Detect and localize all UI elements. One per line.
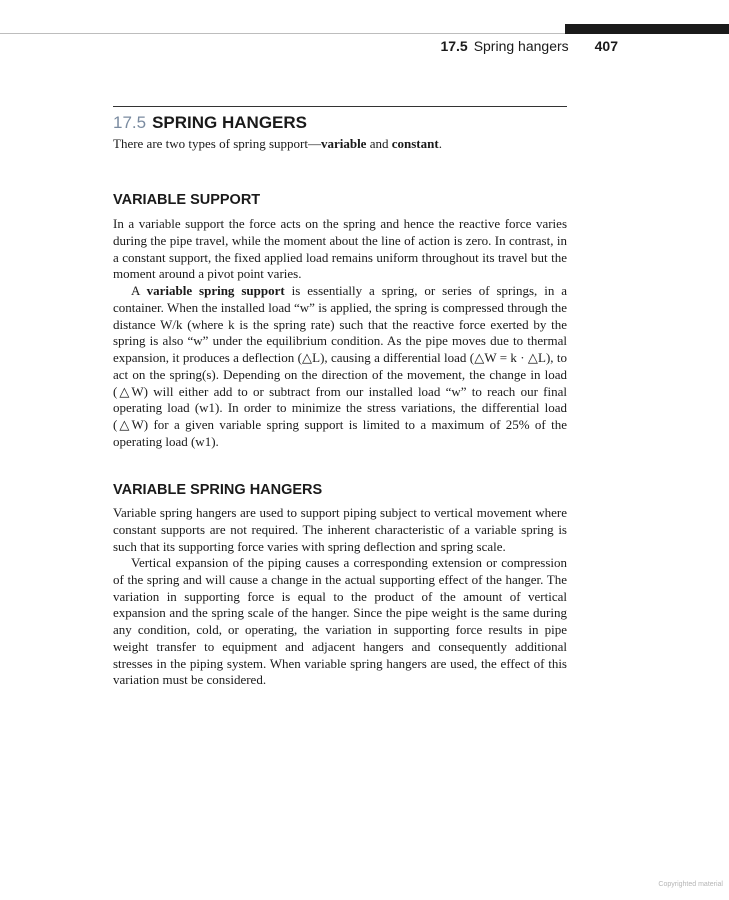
running-head (110, 38, 618, 58)
paragraph-variable-spring-hangers-2: Vertical expansion of the piping causes a corresponding extension or compression of the spring and will cause a change in the actual supporting effect of the hanger. The variation in supporting force is equal to the product of the amount of vertical expansion and the spring scale of the hanger. Since the pipe weight is the same during any condition, cold, or operating, the variation in supporting force results in pipe weight transfer to equipment and adjacent hangers and consequently additional stresses in the piping system. When variable spring hangers are used, the effect of this variation must be considered. (113, 555, 567, 688)
running-head-section-number: 17.5 (440, 38, 468, 54)
section-rule (113, 106, 567, 107)
intro-text: and (366, 136, 392, 151)
intro-term-constant: constant (391, 136, 439, 151)
subheading-variable-spring-hangers: VARIABLE SPRING HANGERS (113, 482, 323, 498)
paragraph-variable-support-1: In a variable support the force acts on the spring and hence the reactive force varies during the pipe travel, while the moment about the line of action is zero. In contrast, in a constant support, the fixed applied load remains uniform throughout its travel but the moment around a pivot point varies. (113, 216, 567, 282)
running-head-title: Spring hangers (473, 38, 569, 54)
intro-term-variable: variable (320, 136, 367, 151)
intro-paragraph (113, 136, 567, 153)
section-number: 17.5 (113, 113, 147, 132)
copyright-watermark: Copyrighted material (658, 881, 723, 888)
intro-text: There are two types of spring support— (113, 136, 321, 151)
paragraph-text: is essentially a spring, or series of springs, in a container. When the installed load “w” is applied, the spring is compressed through the distance W/k (where k is the spring rate) such that the reactive force exerted by the spring is also “w” under the equilibrium condition. As the pipe moves due to thermal expansion, it produces a deflection (△L), causing a differential load (△W = k · △L), to act on the spring(s). Depending on the direction of the movement, the change in load (△W) will either add to or subtract from our installed load “w” to reach our final operating load (w1). In order to minimize the stress variations, the differential load (△W) for a given variable spring support is limited to a maximum of 25% of the operating load (w1). (113, 283, 568, 449)
intro-text: . (438, 136, 442, 151)
paragraph-variable-support-2 (113, 283, 567, 451)
header-tab-bar (565, 24, 729, 34)
paragraph-variable-spring-hangers-1: Variable spring hangers are used to support piping subject to vertical movement where constant supports are not required. The inherent characteristic of a variable spring is such that its supporting force varies with spring deflection and spring scale. (113, 505, 567, 554)
section-title: SPRING HANGERS (152, 113, 308, 132)
paragraph-text: A (131, 283, 147, 298)
page-number: 407 (594, 38, 618, 54)
section-heading (113, 113, 567, 133)
subheading-variable-support: VARIABLE SUPPORT (113, 192, 261, 208)
term-variable-spring-support: variable spring support (146, 283, 285, 298)
